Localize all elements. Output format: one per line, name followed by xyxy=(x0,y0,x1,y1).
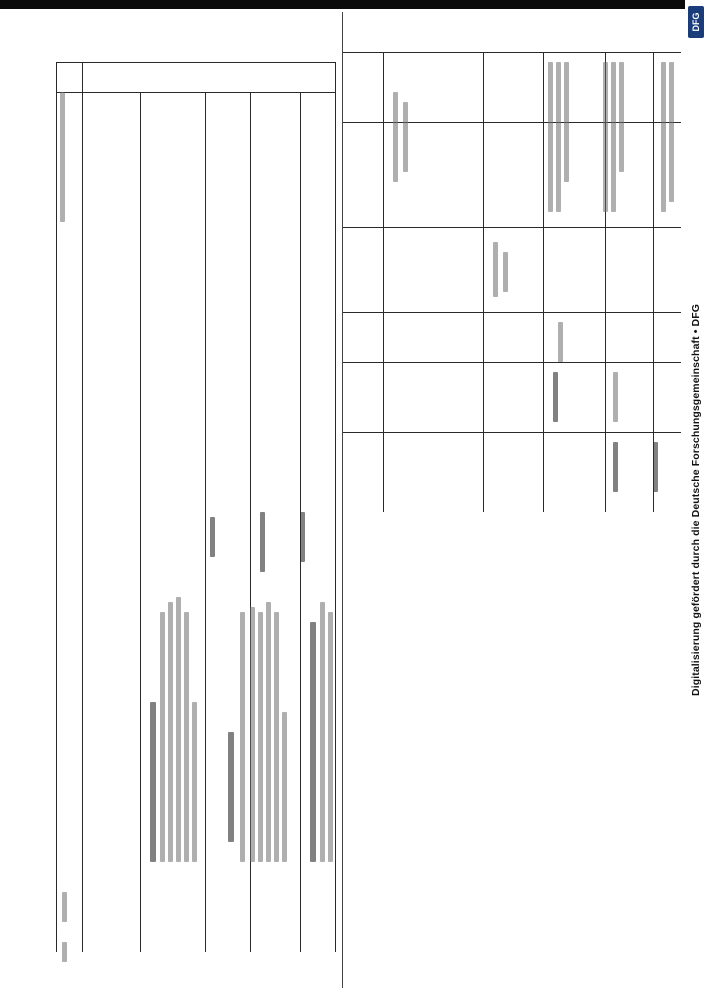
right-page xyxy=(342,12,683,988)
dfg-logo-text: DFG xyxy=(691,12,701,32)
left-page xyxy=(0,12,342,988)
scan-border xyxy=(0,0,707,9)
digitization-credit: Digitalisierung gefördert durch die Deutsche Forschungsgemeinschaft • DFG xyxy=(690,304,702,696)
dfg-logo-icon xyxy=(688,6,704,38)
